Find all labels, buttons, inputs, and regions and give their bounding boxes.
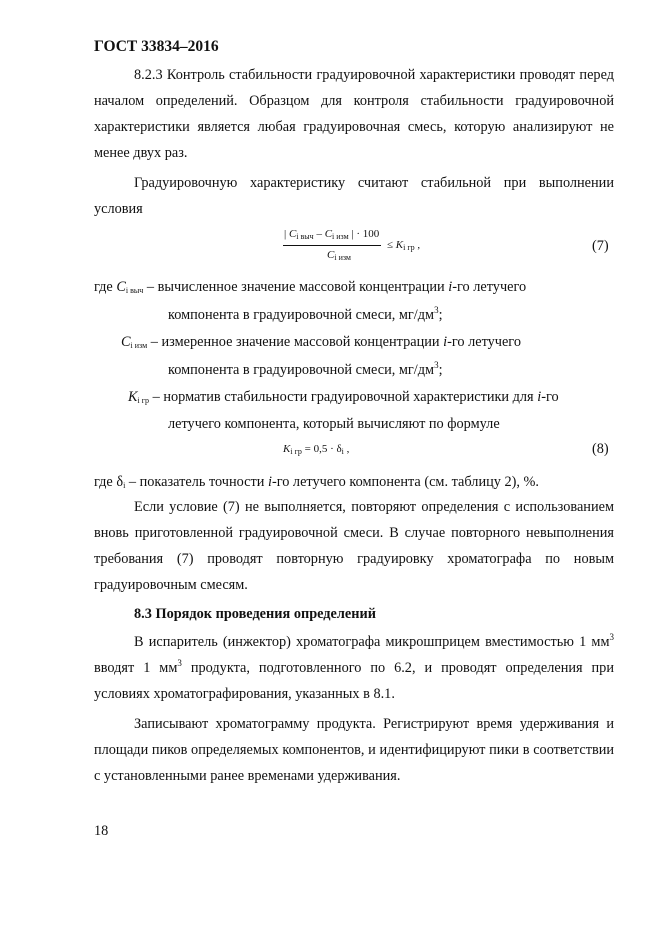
definition-c-meas-line2: компонента в градуировочной смеси, $мг/дм^3$; bbox=[168, 360, 443, 378]
formula-7-numerator: | $C_{i выч} - C_{i изм}$ | · 100 bbox=[284, 228, 380, 241]
formula-8: $K_{i гр} = 0,5 \cdot \delta_i$ , bbox=[283, 443, 350, 456]
fraction-bar bbox=[283, 245, 381, 246]
document-header: ГОСТ 33834–2016 bbox=[94, 38, 219, 55]
equation-number-7: (7) bbox=[592, 238, 609, 254]
definition-c-calc: где $C_{i выч}$ – вычисленное значение массовой концентрации i-го летучего bbox=[94, 279, 527, 295]
paragraph-condition: Градуировочную характеристику считают стабильной при выполнении условия bbox=[94, 175, 614, 217]
paragraph-8-2-3: 8.2.3 Контроль стабильности градуировочной характеристики проводят перед началом определений. Образцом для контроля стабильности градуировочной характеристики является любая градуировочная смесь, которую анализируют не менее двух раз. bbox=[94, 67, 614, 161]
section-heading-8-3: 8.3 Порядок проведения определений bbox=[134, 606, 376, 622]
formula-7-denominator: $C_{i изм}$ bbox=[327, 249, 351, 262]
paragraph-injection: В испаритель (инжектор) хроматографа микрошприцем вместимостью 1 $мм^3$ вводят 1 $мм^3$ продукта, подготовленного по 6.2, и проводят определения при условиях хроматографирования, указанных в 8.1. bbox=[94, 632, 614, 702]
page-number: 18 bbox=[94, 823, 109, 839]
definition-k: $K_{i гр}$ – норматив стабильности градуировочной характеристики для i-го bbox=[128, 389, 559, 405]
definition-delta: где $\delta_i$ – показатель точности i-го летучего компонента (см. таблицу 2), %. bbox=[94, 474, 540, 490]
definition-c-calc-line2: компонента в градуировочной смеси, $мг/дм^3$; bbox=[168, 305, 443, 323]
equation-number-8: (8) bbox=[592, 441, 609, 457]
formula-7-rhs: ≤ $K_{i гр}$ , bbox=[387, 239, 421, 252]
definition-c-meas: $C_{i изм}$ – измеренное значение массовой концентрации i-го летучего bbox=[121, 334, 521, 350]
definition-k-line2: летучего компонента, который вычисляют по формуле bbox=[168, 416, 500, 432]
paragraph-repeat: Если условие (7) не выполняется, повторяют определения с использованием вновь приготовленной градуировочной смеси. В случае повторного невыполнения требования (7) проводят повторную градуировку хроматографа по новым градуировочным смесям. bbox=[94, 499, 614, 593]
paragraph-record: Записывают хроматограмму продукта. Регистрируют время удерживания и площади пиков определяемых компонентов, и идентифицируют пики в соответствии с установленными ранее временами удерживания. bbox=[94, 716, 614, 784]
